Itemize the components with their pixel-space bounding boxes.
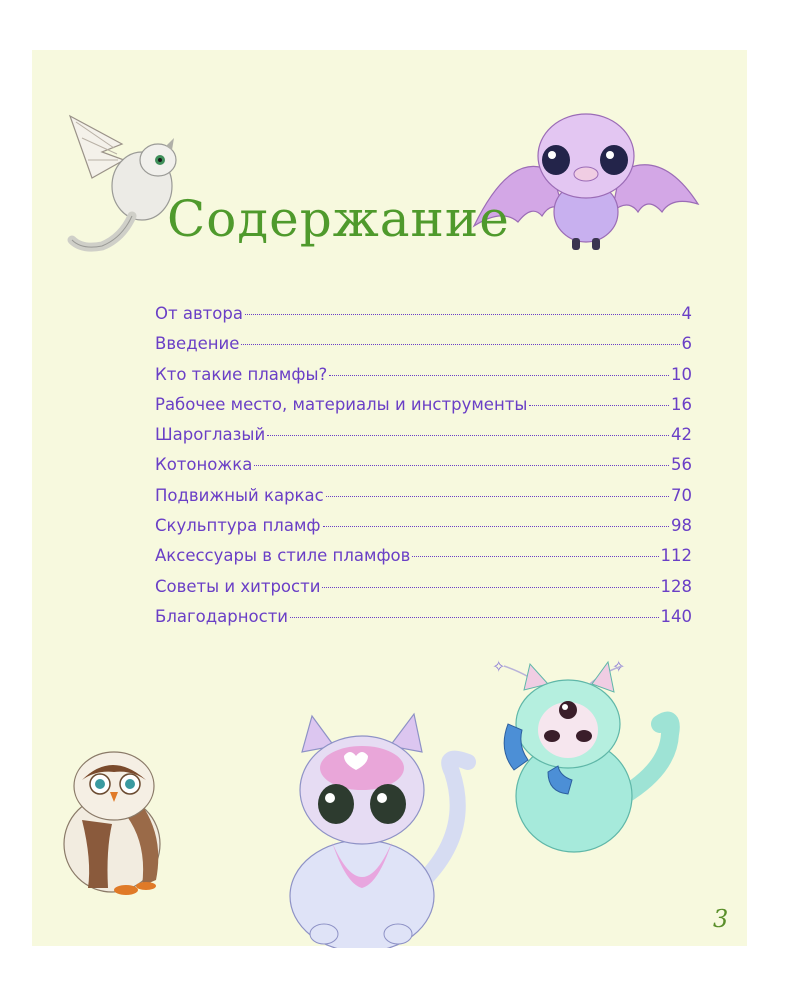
page-number: 3 bbox=[713, 905, 729, 933]
toc-entry[interactable] bbox=[155, 304, 692, 334]
toc-entry-page: 6 bbox=[681, 334, 692, 354]
toc-entry-page: 4 bbox=[681, 304, 692, 323]
toc-leader-dots bbox=[326, 496, 669, 497]
toc-entry-title: Введение bbox=[155, 334, 240, 354]
toc-entry-page: 56 bbox=[671, 455, 692, 475]
toc-entry[interactable] bbox=[155, 334, 692, 364]
toc-entry-title: Котоножка bbox=[155, 455, 253, 475]
toc-entry-page: 128 bbox=[660, 576, 692, 596]
mint-cat-illustration bbox=[488, 654, 682, 864]
toc-entry-title: Скульптура пламф bbox=[155, 516, 321, 536]
toc-entry-title: Благодарности bbox=[155, 606, 289, 626]
toc-leader-dots bbox=[412, 556, 658, 557]
toc-entry-title: Подвижный каркас bbox=[155, 485, 324, 505]
toc-leader-dots bbox=[322, 587, 658, 588]
svg-text:✧: ✧ bbox=[492, 657, 506, 676]
toc-entry[interactable] bbox=[155, 546, 692, 576]
toc-entry-page: 70 bbox=[671, 485, 692, 505]
toc-entry-page: 112 bbox=[660, 546, 692, 566]
toc-entry-title: Аксессуары в стиле пламфов bbox=[155, 546, 411, 566]
owl-illustration bbox=[52, 740, 172, 900]
toc-entry-title: Рабочее место, материалы и инструменты bbox=[155, 394, 528, 414]
toc-entry-page: 140 bbox=[660, 606, 692, 626]
toc-entry-title: От автора bbox=[155, 304, 243, 323]
lilac-cat-illustration bbox=[272, 712, 482, 948]
toc-entry[interactable] bbox=[155, 607, 692, 637]
page-title: Содержание bbox=[167, 190, 510, 248]
toc-entry[interactable] bbox=[155, 455, 692, 485]
toc-entry[interactable] bbox=[155, 365, 692, 395]
toc-entry[interactable] bbox=[155, 577, 692, 607]
toc-entry[interactable] bbox=[155, 425, 692, 455]
toc-entry-page: 10 bbox=[671, 364, 692, 384]
svg-text:✧: ✧ bbox=[612, 657, 626, 676]
toc-entry[interactable] bbox=[155, 395, 692, 425]
toc-leader-dots bbox=[254, 465, 669, 466]
toc-entry-title: Советы и хитрости bbox=[155, 576, 321, 596]
toc-entry[interactable] bbox=[155, 516, 692, 546]
toc-entry-page: 16 bbox=[671, 394, 692, 414]
toc-entry[interactable] bbox=[155, 486, 692, 516]
toc-leader-dots bbox=[290, 617, 658, 618]
toc-entry-title: Шароглазый bbox=[155, 425, 266, 445]
toc-leader-dots bbox=[245, 314, 680, 315]
table-of-contents bbox=[155, 304, 692, 637]
toc-leader-dots bbox=[323, 526, 669, 527]
toc-entry-page: 42 bbox=[671, 425, 692, 445]
toc-entry-page: 98 bbox=[671, 516, 692, 536]
toc-leader-dots bbox=[329, 375, 669, 376]
toc-entry-title: Кто такие пламфы? bbox=[155, 364, 328, 384]
toc-leader-dots bbox=[241, 344, 679, 345]
toc-leader-dots bbox=[529, 405, 669, 406]
toc-leader-dots bbox=[267, 435, 669, 436]
